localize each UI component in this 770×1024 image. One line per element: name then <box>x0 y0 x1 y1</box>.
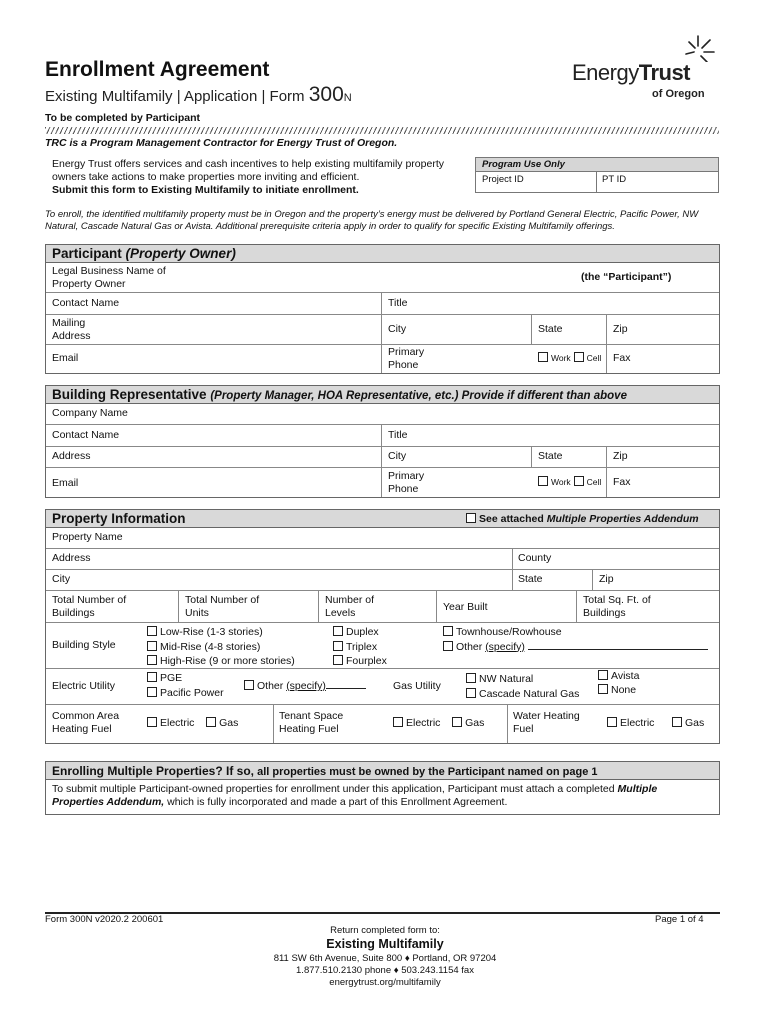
mid-rise-checkbox[interactable] <box>147 641 157 651</box>
divider <box>531 315 532 344</box>
common-heating-label: Common Area Heating Fuel <box>52 710 120 735</box>
total-units-label: Total Number of Units <box>185 594 260 619</box>
email-row[interactable] <box>46 468 719 497</box>
subtitle-text: Existing Multifamily | Application | Form <box>45 88 309 105</box>
low-rise-checkbox[interactable] <box>147 626 157 636</box>
state-label: State <box>538 450 563 462</box>
divider <box>381 447 382 467</box>
to-be-completed: To be completed by Participant <box>45 112 200 124</box>
return-address: 811 SW 6th Avenue, Suite 800 ♦ Portland, OR 97204 <box>273 953 497 964</box>
avista-label: Avista <box>611 670 640 682</box>
email-label: Email <box>52 477 79 489</box>
intro-body: Energy Trust offers services and cash incentives to help existing multifamily property owners take actions to make properties more inviting and efficient. <box>52 158 444 183</box>
logo-energy: Energy <box>572 60 639 85</box>
program-use-only-heading: Program Use Only <box>476 158 718 172</box>
divider <box>178 591 179 622</box>
work-label: Work <box>551 477 571 487</box>
divider <box>381 345 382 373</box>
company-row[interactable] <box>46 404 719 425</box>
trc-statement: TRC is a Program Management Contractor for Energy Trust of Oregon. <box>45 137 398 149</box>
tenant-heating-options <box>393 717 484 730</box>
divider <box>318 591 319 622</box>
heading-main: Building Representative <box>52 387 207 402</box>
divider <box>381 315 382 344</box>
multiple-body-row <box>46 780 719 814</box>
pt-id-field[interactable]: PT ID <box>602 174 627 185</box>
electric-utility-label: Electric Utility <box>52 680 116 692</box>
primary-phone-label: Primary Phone <box>388 470 425 495</box>
common-electric-label: Electric <box>160 717 195 729</box>
low-rise-label: Low-Rise (1-3 stories) <box>160 626 263 638</box>
other-style-checkbox[interactable] <box>443 641 453 651</box>
address-label: Address <box>52 552 91 564</box>
the-participant-label: (the “Participant”) <box>581 271 672 283</box>
multiple-body-italic: Multiple Properties Addendum, <box>52 783 658 808</box>
divider <box>576 591 577 622</box>
common-gas-checkbox[interactable] <box>206 717 216 727</box>
divider <box>273 705 274 743</box>
heading-italic: (Property Manager, HOA Representative, etc.) Provide if different than above <box>210 390 627 402</box>
city-label: City <box>388 323 407 335</box>
pacific-power-checkbox[interactable] <box>147 687 157 697</box>
tenant-gas-label: Gas <box>465 717 485 729</box>
divider <box>606 468 607 497</box>
address-row[interactable] <box>46 447 719 468</box>
phone-type-options <box>538 352 601 365</box>
address-label: Address <box>52 450 91 462</box>
triplex-checkbox[interactable] <box>333 641 343 651</box>
city-label: City <box>388 450 407 462</box>
state-label: State <box>538 323 563 335</box>
pacific-power-label: Pacific Power <box>160 687 224 699</box>
cell-label: Cell <box>586 477 602 487</box>
zip-label: Zip <box>613 450 628 462</box>
water-electric-checkbox[interactable] <box>607 717 617 727</box>
other-electric-option <box>244 680 366 693</box>
townhouse-label: Townhouse/Rowhouse <box>456 626 562 638</box>
legal-name-label: Legal Business Name of Property Owner <box>52 265 166 290</box>
avista-checkbox[interactable] <box>598 670 608 680</box>
multiple-properties-section <box>45 761 720 815</box>
cell-checkbox[interactable] <box>574 352 584 362</box>
return-phone: 1.877.510.2130 phone ♦ 503.243.1154 fax <box>296 965 474 976</box>
divider <box>381 293 382 314</box>
eligibility-note: To enroll, the identified multifamily property must be in Oregon and the property’s energy must be delivered by Portland General Electric, Pacific Power, NW Natural, Cascade Natural Gas or Avista. Additional prerequisite criteria apply in order to qualify for specific Existing Multifamily offerings. <box>45 209 699 232</box>
divider <box>596 172 597 193</box>
zip-label: Zip <box>599 573 614 585</box>
water-heating-options <box>607 717 704 730</box>
building-rep-section <box>45 385 720 498</box>
property-section <box>45 509 720 744</box>
contact-row[interactable] <box>46 293 719 315</box>
page-title: Enrollment Agreement <box>45 58 270 81</box>
county-label: County <box>518 552 552 564</box>
title-label: Title <box>388 429 408 441</box>
property-heading <box>46 510 719 528</box>
fourplex-checkbox[interactable] <box>333 655 343 665</box>
electric-options <box>147 671 224 701</box>
multiple-body <box>52 783 712 809</box>
plex-options <box>333 625 387 669</box>
gas-utility-label: Gas Utility <box>393 680 441 692</box>
project-id-field[interactable]: Project ID <box>482 174 524 185</box>
see-attached-option <box>466 513 699 526</box>
pge-label: PGE <box>160 672 183 684</box>
divider <box>592 570 593 590</box>
heading-italic: (Property Owner) <box>125 246 236 261</box>
cascade-checkbox[interactable] <box>466 688 476 698</box>
title-label: Title <box>388 297 408 309</box>
mailing-row[interactable] <box>46 315 719 345</box>
legal-name-row[interactable] <box>46 263 719 293</box>
mid-rise-label: Mid-Rise (4-8 stories) <box>160 640 261 653</box>
cell-label: Cell <box>586 353 602 363</box>
none-label: None <box>611 684 637 696</box>
multiple-body-text: To submit multiple Participant-owned properties for enrollment under this application, Participant must attach a completed <box>52 783 618 795</box>
page-number: Page 1 of 4 <box>655 914 704 925</box>
num-levels-label: Number of Levels <box>325 594 375 619</box>
contact-name-label: Contact Name <box>52 297 120 309</box>
return-web: energytrust.org/multifamily <box>329 977 441 988</box>
specify-label: (specify) <box>485 640 525 653</box>
logo-subtext: of Oregon <box>652 88 705 100</box>
utility-row[interactable] <box>46 669 719 705</box>
mailing-address-label: Mailing Address <box>52 317 91 342</box>
divider <box>381 468 382 497</box>
work-label: Work <box>551 353 571 363</box>
logo-wordmark <box>572 60 690 86</box>
form-number: 300 <box>308 83 344 106</box>
divider <box>606 345 607 373</box>
townhouse-options <box>443 625 708 654</box>
divider <box>436 591 437 622</box>
year-built-label: Year Built <box>443 601 488 613</box>
fourplex-label: Fourplex <box>346 655 387 667</box>
duplex-checkbox[interactable] <box>333 626 343 636</box>
work-checkbox[interactable] <box>538 352 548 362</box>
primary-phone-label: Primary Phone <box>388 346 425 371</box>
heading-main: Participant <box>52 246 122 261</box>
common-heating-options <box>147 717 238 730</box>
city-label: City <box>52 573 71 585</box>
building-style-label: Building Style <box>52 639 116 651</box>
property-heading-text: Property Information <box>52 511 186 526</box>
triplex-label: Triplex <box>346 640 378 653</box>
see-attached-label: See attached <box>479 513 547 525</box>
cell-checkbox[interactable] <box>574 476 584 486</box>
participant-heading <box>46 245 719 263</box>
divider <box>531 447 532 467</box>
water-heating-label: Water Heating Fuel <box>513 710 580 735</box>
multiple-body-end: which is fully incorporated and made a part of this Enrollment Agreement. <box>164 796 508 808</box>
tenant-electric-checkbox[interactable] <box>393 717 403 727</box>
contact-row[interactable] <box>46 425 719 447</box>
other-electric-label: Other <box>257 680 287 692</box>
cascade-label: Cascade Natural Gas <box>479 688 580 700</box>
townhouse-checkbox[interactable] <box>443 626 453 636</box>
other-electric-line[interactable] <box>326 680 366 689</box>
total-sqft-label: Total Sq. Ft. of Buildings <box>583 594 651 619</box>
multiple-heading <box>46 762 719 780</box>
building-rep-heading <box>46 386 719 404</box>
program-use-only-box <box>475 157 719 193</box>
divider <box>512 549 513 569</box>
pge-checkbox[interactable] <box>147 672 157 682</box>
tenant-electric-label: Electric <box>406 717 441 729</box>
phone-type-options <box>538 476 601 489</box>
nw-natural-checkbox[interactable] <box>466 673 476 683</box>
none-checkbox[interactable] <box>598 684 608 694</box>
common-electric-checkbox[interactable] <box>147 717 157 727</box>
tenant-heating-label: Tenant Space Heating Fuel <box>279 710 344 735</box>
duplex-label: Duplex <box>346 626 379 638</box>
form-code: Form 300N v2020.2 200601 <box>45 914 164 925</box>
intro-text <box>52 158 462 197</box>
high-rise-checkbox[interactable] <box>147 655 157 665</box>
gas-options <box>466 672 579 702</box>
city-row[interactable] <box>46 570 719 591</box>
specify-label: (specify) <box>286 680 326 692</box>
water-electric-label: Electric <box>620 717 655 729</box>
tenant-gas-checkbox[interactable] <box>452 717 462 727</box>
divider <box>512 570 513 590</box>
heating-row[interactable] <box>46 705 719 743</box>
logo-trust: Trust <box>638 60 691 85</box>
contact-name-label: Contact Name <box>52 429 120 441</box>
divider <box>606 315 607 344</box>
total-buildings-label: Total Number of Buildings <box>52 594 127 619</box>
property-name-row[interactable] <box>46 528 719 549</box>
work-checkbox[interactable] <box>538 476 548 486</box>
see-attached-italic: Multiple Properties Addendum <box>546 513 699 525</box>
other-style-label: Other <box>456 640 486 653</box>
water-gas-label: Gas <box>684 717 705 729</box>
rise-options <box>147 625 295 669</box>
return-to: Return completed form to: <box>330 925 440 936</box>
intro-bold: Submit this form to Existing Multifamily to initiate enrollment. <box>52 184 359 196</box>
other-electric-checkbox[interactable] <box>244 680 254 690</box>
email-row[interactable] <box>46 345 719 373</box>
divider <box>507 705 508 743</box>
heading-rest: all properties must be owned by the Participant named on page 1 <box>254 766 598 778</box>
address-row[interactable] <box>46 549 719 570</box>
hatch-divider <box>45 127 719 134</box>
see-attached-checkbox[interactable] <box>466 513 476 523</box>
divider <box>381 425 382 446</box>
fax-label: Fax <box>613 352 631 364</box>
building-style-row[interactable] <box>46 623 719 669</box>
building-rep-heading-text <box>52 387 627 402</box>
common-gas-label: Gas <box>219 717 239 729</box>
form-suffix: N <box>343 92 352 104</box>
multiple-heading-text <box>52 764 598 778</box>
heading-main: Enrolling Multiple Properties? If so, <box>52 764 255 778</box>
fax-label: Fax <box>613 476 631 488</box>
participant-heading-text <box>52 246 236 261</box>
participant-section <box>45 244 720 374</box>
return-org: Existing Multifamily <box>326 937 444 951</box>
nw-natural-label: NW Natural <box>479 673 534 685</box>
state-label: State <box>518 573 543 585</box>
page-subtitle <box>45 83 352 107</box>
gas-options-2 <box>598 669 639 697</box>
high-rise-label: High-Rise (9 or more stories) <box>160 655 295 667</box>
other-style-line[interactable] <box>528 641 708 650</box>
counts-row[interactable] <box>46 591 719 623</box>
water-gas-checkbox[interactable] <box>672 717 682 727</box>
divider <box>606 447 607 467</box>
sunburst-icon <box>680 32 720 62</box>
email-label: Email <box>52 352 79 364</box>
property-name-label: Property Name <box>52 531 123 543</box>
zip-label: Zip <box>613 323 628 335</box>
energy-trust-logo <box>572 38 722 108</box>
company-name-label: Company Name <box>52 407 128 419</box>
